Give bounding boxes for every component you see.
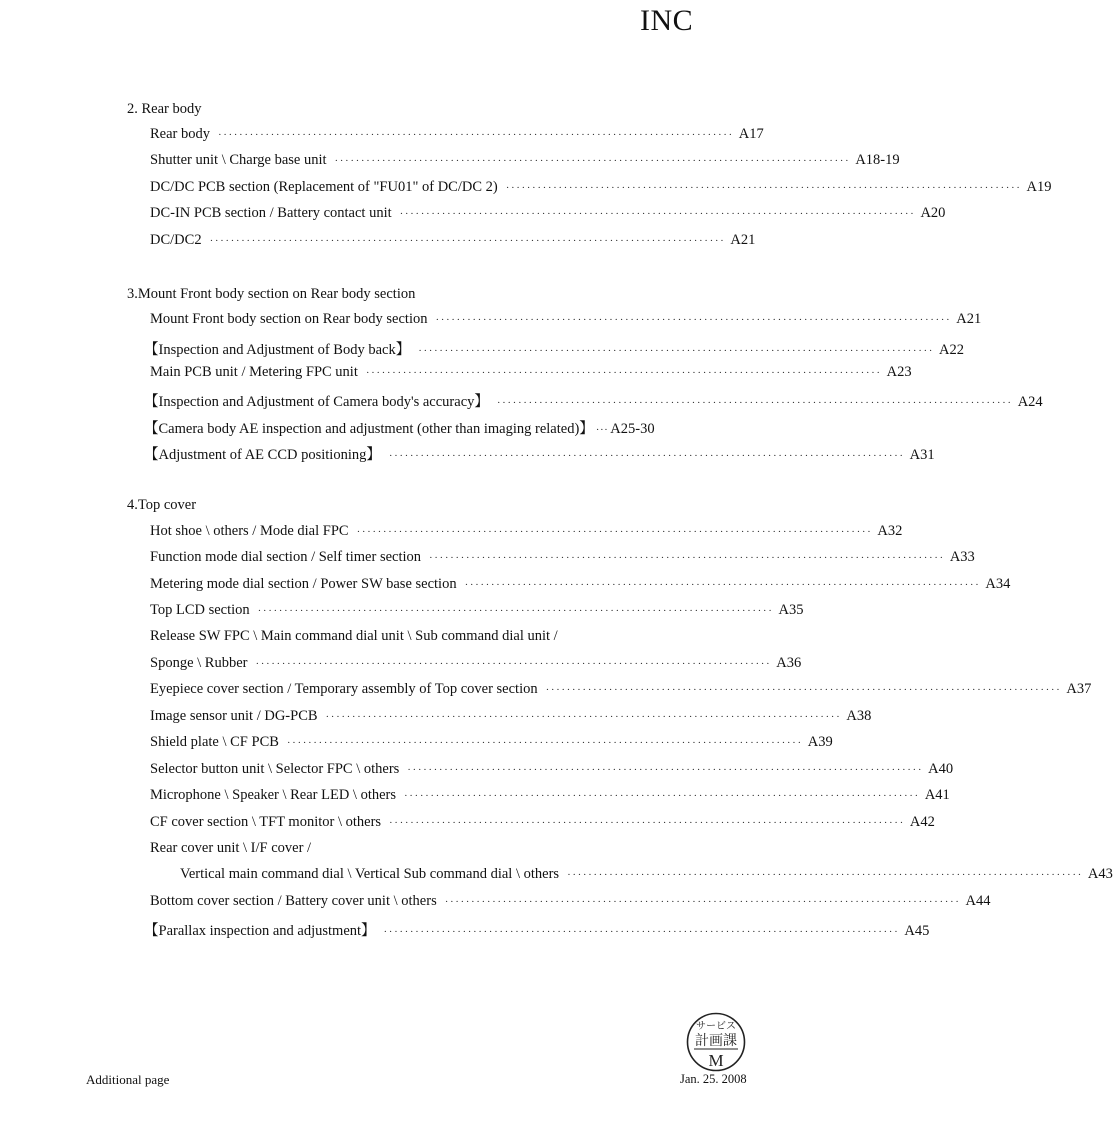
dot-leader: ··································································································	[418, 345, 934, 357]
toc-entry-label: CF cover section \ TFT monitor \ others	[150, 814, 382, 830]
dot-leader: ··································································································	[209, 235, 726, 247]
toc-entry	[150, 126, 764, 146]
toc-entry	[150, 893, 991, 913]
dot-leader: ··································································································	[496, 397, 1013, 409]
dot-leader: ··································································································	[435, 314, 952, 326]
section-title-mount-front-body: 3.Mount Front body section on Rear body section	[127, 286, 416, 302]
toc-entry-page: A20	[920, 205, 946, 221]
toc-entry	[150, 549, 975, 569]
toc-entry	[150, 655, 802, 675]
section-title-top-cover: 4.Top cover	[127, 497, 197, 513]
toc-entry-page: A41	[924, 787, 950, 803]
toc-entry	[150, 364, 912, 384]
toc-entry-label: Rear body	[150, 126, 210, 142]
toc-entry-page: A36	[776, 655, 802, 671]
toc-entry-label: Hot shoe \ others / Mode dial FPC	[150, 523, 349, 539]
toc-entry-page: A35	[778, 602, 804, 618]
toc-entry	[150, 708, 872, 728]
dot-leader: ··································································································	[567, 869, 1083, 881]
toc-entry-label: 【Camera body AE inspection and adjustment (other than imaging related)】	[144, 421, 594, 437]
toc-entry-label: 【Inspection and Adjustment of Body back】	[144, 342, 411, 358]
toc-entry-page: A21	[730, 232, 756, 248]
dot-leader: ···	[595, 424, 609, 436]
toc-entry-page: A18-19	[855, 152, 900, 168]
toc-entry-label: 【Parallax inspection and adjustment】	[144, 923, 376, 939]
dot-leader: ··································································································	[505, 182, 1022, 194]
toc-entry-page: A37	[1066, 681, 1092, 697]
toc-entry-label: Function mode dial section / Self timer section	[150, 549, 422, 565]
toc-entry-page: A31	[909, 447, 935, 463]
toc-entry-page: A33	[949, 549, 975, 565]
toc-entry-page: A21	[956, 311, 982, 327]
toc-entry-label: Bottom cover section / Battery cover unit \ others	[150, 893, 437, 909]
toc-entry-page: A24	[1017, 394, 1043, 410]
toc-entry	[150, 311, 982, 331]
toc-entry	[150, 232, 756, 252]
toc-entry	[150, 734, 833, 754]
toc-entry	[144, 443, 935, 463]
footer-note: Additional page	[86, 1072, 170, 1087]
toc-entry-label: DC/DC PCB section (Replacement of "FU01" of DC/DC 2)	[150, 179, 498, 195]
toc-entry-page: A43	[1087, 866, 1113, 882]
dot-leader: ··································································································	[464, 579, 981, 591]
toc-entry	[150, 179, 1052, 199]
toc-entry	[150, 814, 935, 834]
toc-entry	[150, 523, 903, 543]
dot-leader: ··································································································	[444, 896, 961, 908]
toc-entry	[150, 602, 804, 622]
dot-leader: ··································································································	[388, 450, 905, 462]
stamp-top-text: サービス	[696, 1021, 736, 1032]
toc-entry-label: Eyepiece cover section / Temporary assembly of Top cover section	[150, 681, 538, 697]
toc-entry	[150, 681, 1092, 701]
dot-leader: ··································································································	[545, 684, 1062, 696]
toc-entry-label: Vertical main command dial \ Vertical Sub command dial \ others	[180, 866, 560, 882]
toc-entry-page: A42	[909, 814, 935, 830]
toc-entry-page: A17	[738, 126, 764, 142]
toc-entry	[180, 866, 1113, 886]
dot-leader: ··································································································	[383, 926, 900, 938]
toc-entry-label: Shield plate \ CF PCB	[150, 734, 279, 750]
toc-entry-label: DC-IN PCB section / Battery contact unit	[150, 205, 392, 221]
toc-entry-label: Main PCB unit / Metering FPC unit	[150, 364, 358, 380]
section-title-rear-body: 2. Rear body	[127, 101, 202, 117]
toc-entry	[150, 152, 900, 172]
toc-entry-label: Image sensor unit / DG-PCB	[150, 708, 318, 724]
dot-leader: ··································································································	[257, 605, 774, 617]
toc-entry-label-line1: Release SW FPC \ Main command dial unit \ Sub command dial unit /	[150, 628, 558, 644]
dot-leader: ··································································································	[334, 155, 851, 167]
toc-entry	[150, 761, 954, 781]
dot-leader: ··································································································	[286, 737, 803, 749]
toc-entry-label: Metering mode dial section / Power SW base section	[150, 576, 457, 592]
dot-leader: ··································································································	[356, 526, 873, 538]
dot-leader: ··································································································	[429, 552, 945, 564]
footer-date: Jan. 25. 2008	[680, 1072, 747, 1086]
toc-entry	[150, 576, 1011, 596]
stamp-letter: M	[708, 1051, 724, 1070]
toc-entry	[144, 417, 668, 437]
dot-leader: ··································································································	[389, 817, 905, 829]
dot-leader: ··································································································	[407, 764, 924, 776]
service-planning-stamp	[686, 1012, 746, 1072]
toc-entry-page: A32	[877, 523, 903, 539]
toc-entry-label: Selector button unit \ Selector FPC \ others	[150, 761, 400, 777]
toc-entry-label: Sponge \ Rubber	[150, 655, 248, 671]
toc-entry-label: Shutter unit \ Charge base unit	[150, 152, 327, 168]
toc-entry-page: A40	[928, 761, 954, 777]
toc-entry	[144, 919, 930, 939]
toc-entry	[144, 338, 964, 358]
dot-leader: ··································································································	[255, 658, 772, 670]
dot-leader: ··································································································	[365, 367, 882, 379]
toc-entry	[144, 390, 1043, 410]
dot-leader: ··································································································	[218, 129, 734, 141]
document-code: INC	[640, 4, 694, 37]
dot-leader: ··································································································	[399, 208, 916, 220]
toc-entry-label: 【Inspection and Adjustment of Camera body's accuracy】	[144, 394, 489, 410]
toc-entry-label: 【Adjustment of AE CCD positioning】	[144, 447, 381, 463]
dot-leader: ··································································································	[404, 790, 920, 802]
toc-entry-page: A19	[1026, 179, 1052, 195]
toc-entry-label: DC/DC2	[150, 232, 202, 248]
toc-entry-label: Microphone \ Speaker \ Rear LED \ others	[150, 787, 397, 803]
stamp-middle-text: 計画課	[695, 1033, 737, 1049]
toc-entry-page: A39	[807, 734, 833, 750]
toc-entry-page: A22	[939, 342, 964, 358]
toc-entry-page: A25-30	[610, 421, 655, 437]
toc-entry-label: Top LCD section	[150, 602, 250, 618]
toc-entry	[150, 787, 950, 807]
toc-entry-page: A44	[965, 893, 991, 909]
toc-entry-page: A45	[904, 923, 930, 939]
toc-entry-page: A23	[886, 364, 912, 380]
toc-entry-page: A34	[985, 576, 1011, 592]
toc-entry-label: Mount Front body section on Rear body section	[150, 311, 428, 327]
toc-entry-page: A38	[846, 708, 872, 724]
toc-entry-label-line1: Rear cover unit \ I/F cover /	[150, 840, 312, 856]
toc-entry	[150, 205, 946, 225]
dot-leader: ··································································································	[325, 711, 842, 723]
